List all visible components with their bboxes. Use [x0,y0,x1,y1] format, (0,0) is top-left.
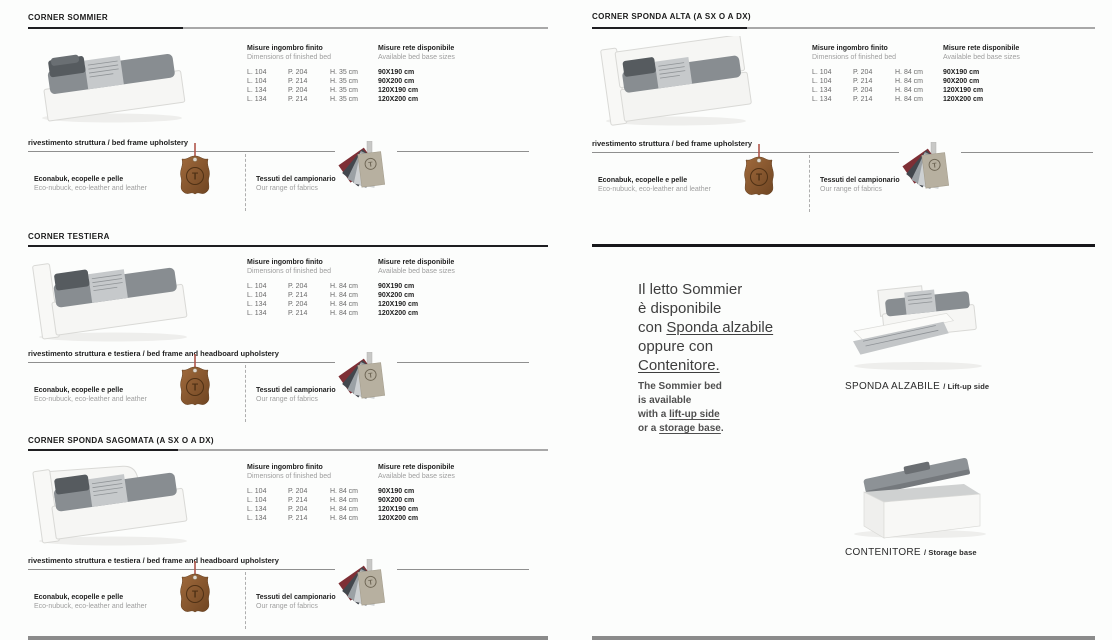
title-rule [28,27,548,29]
dim-l: L. 104 [247,292,267,299]
dim-p: P. 214 [288,515,308,522]
leather-tag-icon [174,561,216,619]
hang-line [397,362,529,363]
upholstery-title: rivestimento struttura / bed frame upholstery [592,139,753,148]
header-subtitle: Dimensions of finished bed [812,54,897,61]
svg-text:T: T [368,161,374,169]
info-line: is available [638,395,692,406]
dim-h: H. 84 cm [330,292,359,299]
info-text: . [720,423,724,434]
hang-line [397,151,529,152]
upholstery-item-fabric [256,387,336,404]
right-column [592,0,1095,640]
dim-size: 90X190 cm [378,283,415,290]
upholstery-item-leather [598,177,711,194]
info-line: The Sommier bed [638,381,722,392]
leather-tag-icon [174,143,216,201]
item-subtitle: Eco-nubuck, eco-leather and leather [598,185,711,193]
section-title: CORNER SPONDA SAGOMATA (A SX O A DX) [28,436,214,445]
dim-p: P. 204 [288,301,308,308]
item-title: Econabuk, ecopelle e pelle [598,177,688,184]
table-header-dimensions [247,258,331,276]
left-column [28,0,548,640]
item-subtitle: Eco-nubuck, eco-leather and leather [34,395,147,403]
upholstery-title: rivestimento struttura e testiera / bed frame and headboard upholstery [28,349,279,358]
info-text-italian [638,280,773,375]
hang-line [397,569,529,570]
upholstery-title: rivestimento struttura e testiera / bed frame and headboard upholstery [28,556,279,565]
dim-p: P. 204 [288,488,308,495]
dim-l: L. 104 [247,69,267,76]
dim-size: 90X200 cm [378,497,415,504]
header-subtitle: Dimensions of finished bed [247,473,332,480]
dim-h: H. 84 cm [330,283,359,290]
header-title: Misure rete disponibile [378,259,455,266]
caption-label: CONTENITORE [845,547,921,558]
link-contenitore[interactable]: Contenitore. [638,357,720,374]
header-title: Misure ingombro finito [247,464,323,471]
bed-photo-contenitore [848,438,996,542]
dim-p: P. 214 [853,96,873,103]
caption-sublabel: / Storage base [924,548,977,557]
item-title: Econabuk, ecopelle e pelle [34,594,124,601]
info-text: or a [638,423,660,434]
dim-l: L. 134 [247,301,267,308]
caption-label: SPONDA ALZABILE [845,381,941,392]
dim-size: 90X190 cm [378,69,415,76]
upholstery-title: rivestimento struttura / bed frame upholstery [28,138,189,147]
dim-h: H. 84 cm [330,515,359,522]
info-line [638,318,773,337]
fabric-fan-icon [333,352,405,416]
dim-size: 120X190 cm [943,87,984,94]
header-title: Misure rete disponibile [943,45,1020,52]
item-subtitle: Our range of fabrics [256,602,318,610]
link-sponda-alzabile[interactable]: Sponda alzabile [666,319,774,336]
upholstery-band [28,138,548,218]
dim-p: P. 214 [853,78,873,85]
table-header-dimensions [812,44,896,62]
header-title: Misure rete disponibile [378,464,455,471]
item-title: Tessuti del campionario [820,177,900,184]
header-subtitle: Dimensions of finished bed [247,54,332,61]
info-text: con [638,319,667,336]
dim-p: P. 204 [853,69,873,76]
dim-size: 120X190 cm [378,506,419,513]
upholstery-band [28,556,548,636]
bed-photo-sommier [30,38,195,126]
section-title: CORNER SPONDA ALTA (A SX O A DX) [592,12,751,21]
item-title: Econabuk, ecopelle e pelle [34,387,124,394]
title-rule [28,245,548,247]
dim-l: L. 134 [812,87,832,94]
item-title: Tessuti del campionario [256,387,336,394]
dim-p: P. 214 [288,497,308,504]
dim-h: H. 84 cm [330,310,359,317]
item-subtitle: Our range of fabrics [256,395,318,403]
upholstery-item-leather [34,176,147,193]
title-rule [28,449,548,451]
dim-size: 120X200 cm [943,96,984,103]
info-line: oppure con [638,338,714,355]
svg-text:T: T [191,171,199,183]
bed-photo-sponda-sagomata [28,454,198,549]
dim-size: 90X200 cm [378,292,415,299]
dim-size: 120X190 cm [378,301,419,308]
dim-size: 90X200 cm [378,78,415,85]
caption-contenitore [845,547,977,558]
dashed-divider [809,155,810,212]
dim-l: L. 104 [812,69,832,76]
dim-l: L. 104 [812,78,832,85]
dim-h: H. 84 cm [895,87,924,94]
dim-l: L. 104 [247,497,267,504]
item-subtitle: Eco-nubuck, eco-leather and leather [34,184,147,192]
header-subtitle: Available bed base sizes [378,473,455,480]
item-title: Econabuk, ecopelle e pelle [34,176,124,183]
hang-line [961,152,1093,153]
dim-h: H. 84 cm [330,488,359,495]
upholstery-item-leather [34,594,147,611]
upholstery-item-fabric [256,594,336,611]
info-line: Il letto Sommier [638,281,743,298]
dim-h: H. 84 cm [895,96,924,103]
table-header-sizes [378,258,455,276]
header-subtitle: Available bed base sizes [378,268,455,275]
dim-size: 90X190 cm [378,488,415,495]
bed-photo-testiera [28,250,198,345]
section-title: CORNER SOMMIER [28,13,109,22]
svg-text:T: T [932,162,938,170]
link-storage-base[interactable]: storage base [659,423,721,434]
dim-p: P. 204 [853,87,873,94]
dashed-divider [245,365,246,422]
dim-h: H. 35 cm [330,78,359,85]
dim-l: L. 104 [247,488,267,495]
dashed-divider [245,154,246,211]
dim-size: 120X190 cm [378,87,419,94]
dim-p: P. 214 [288,292,308,299]
dim-h: H. 35 cm [330,69,359,76]
bottom-bar-right [592,636,1095,640]
item-subtitle: Our range of fabrics [256,184,318,192]
item-title: Tessuti del campionario [256,176,336,183]
item-title: Tessuti del campionario [256,594,336,601]
upholstery-band [592,139,1095,219]
caption-sponda-alzabile [845,381,989,392]
header-subtitle: Available bed base sizes [943,54,1020,61]
svg-text:T: T [755,172,763,184]
dim-l: L. 134 [812,96,832,103]
fabric-fan-icon [897,142,969,206]
section-divider-rule [592,244,1095,247]
bottom-bar-left [28,636,548,640]
dim-p: P. 214 [288,78,308,85]
dim-p: P. 214 [288,96,308,103]
fabric-fan-icon [333,141,405,205]
dim-size: 90X190 cm [943,69,980,76]
item-subtitle: Eco-nubuck, eco-leather and leather [34,602,147,610]
dim-size: 90X200 cm [943,78,980,85]
header-title: Misure ingombro finito [812,45,888,52]
section-title: CORNER TESTIERA [28,232,110,241]
table-header-sizes [943,44,1020,62]
dim-h: H. 84 cm [330,506,359,513]
dim-l: L. 134 [247,515,267,522]
upholstery-item-leather [34,387,147,404]
table-header-sizes [378,463,455,481]
svg-text:T: T [191,589,199,601]
caption-sublabel: / Lift-up side [943,382,990,391]
dim-l: L. 134 [247,87,267,94]
dim-l: L. 134 [247,310,267,317]
dim-size: 120X200 cm [378,515,419,522]
bed-photo-sponda-alzabile [848,278,996,374]
leather-tag-icon [174,354,216,412]
info-line: è disponibile [638,300,722,317]
dim-l: L. 134 [247,506,267,513]
dim-l: L. 104 [247,78,267,85]
dim-h: H. 84 cm [895,69,924,76]
dim-h: H. 84 cm [895,78,924,85]
dim-p: P. 204 [288,69,308,76]
table-header-dimensions [247,463,331,481]
dim-size: 120X200 cm [378,96,419,103]
header-subtitle: Dimensions of finished bed [247,268,332,275]
dim-p: P. 204 [288,87,308,94]
dim-p: P. 204 [288,506,308,513]
leather-tag-icon [738,144,780,202]
dim-p: P. 214 [288,310,308,317]
header-title: Misure ingombro finito [247,259,323,266]
dim-l: L. 134 [247,96,267,103]
table-header-dimensions [247,44,331,62]
title-rule [592,27,1095,29]
svg-text:T: T [191,382,199,394]
info-line [638,408,724,422]
dim-l: L. 104 [247,283,267,290]
dashed-divider [245,572,246,629]
table-header-sizes [378,44,455,62]
svg-text:T: T [368,579,374,587]
upholstery-band [28,349,548,429]
item-subtitle: Our range of fabrics [820,185,882,193]
dim-h: H. 35 cm [330,87,359,94]
info-text: with a [638,409,670,420]
svg-text:T: T [368,372,374,380]
upholstery-item-fabric [256,176,336,193]
info-text-english [638,380,724,436]
bed-photo-sponda-alta [596,36,756,128]
header-title: Misure rete disponibile [378,45,455,52]
link-lift-up-side[interactable]: lift-up side [669,409,720,420]
header-title: Misure ingombro finito [247,45,323,52]
info-line [638,422,724,436]
dim-h: H. 84 cm [330,301,359,308]
fabric-fan-icon [333,559,405,623]
dim-h: H. 84 cm [330,497,359,504]
dim-h: H. 35 cm [330,96,359,103]
upholstery-item-fabric [820,177,900,194]
dim-size: 120X200 cm [378,310,419,317]
dim-p: P. 204 [288,283,308,290]
header-subtitle: Available bed base sizes [378,54,455,61]
